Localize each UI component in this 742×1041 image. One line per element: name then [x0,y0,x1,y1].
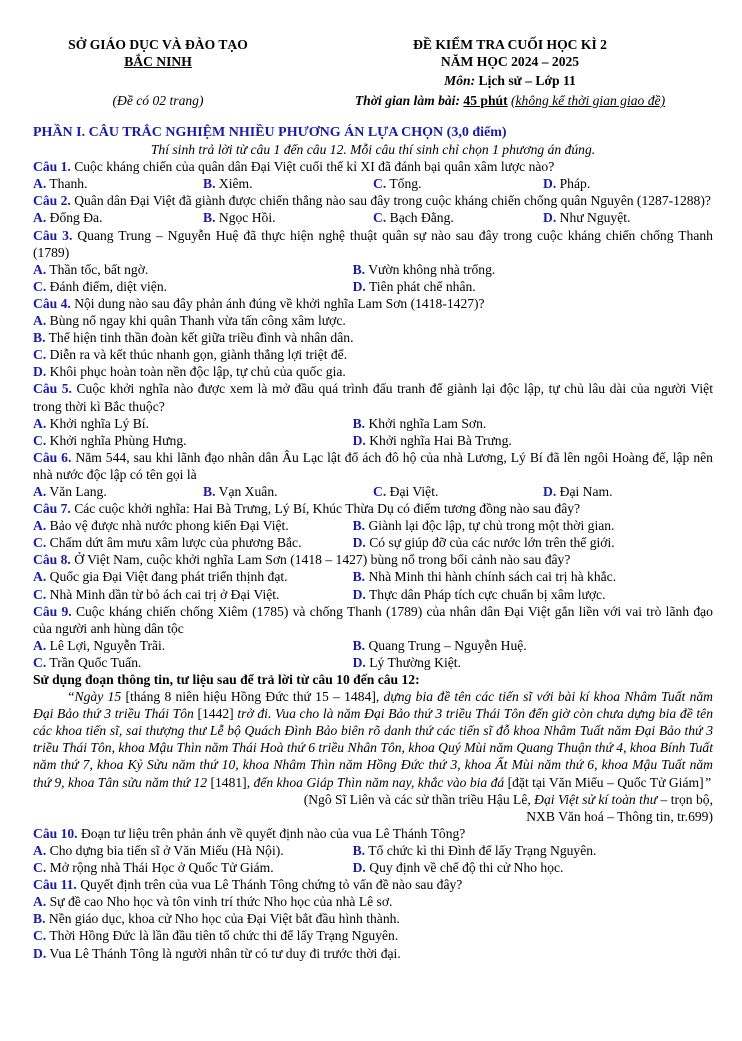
question-number: Câu 11. [33,877,77,893]
question-text: Quyết định trên của vua Lê Thánh Tông chứng tỏ vấn đề nào sau đây? [80,877,463,893]
option-b: B. Quang Trung – Nguyễn Huệ. [352,637,527,653]
option-b: B. Khởi nghĩa Lam Sơn. [352,415,487,431]
question-text: Quang Trung – Nguyễn Huệ đã thực hiện nghệ thuật quân sự nào sau đây trong cuộc kháng chiến chống Thanh (1789) [33,227,713,260]
passage-publisher: NXB Văn hoá – Thông tin, tr.699) [526,808,713,824]
question-number: Câu 3. [33,227,73,243]
option-b: B. Giành lại độc lập, tự chủ trong một thời gian. [352,518,615,534]
section-instruction: Thí sinh trả lời từ câu 1 đến câu 12. Mỗi câu thí sinh chỉ chọn 1 phương án đúng. [150,142,596,158]
question-number: Câu 6. [33,449,72,465]
question-4 [33,295,713,380]
option-d: D. Thực dân Pháp tích cực chuẩn bị xâm lược. [352,586,606,602]
question-text: Ở Việt Nam, cuộc khởi nghĩa Lam Sơn (1418 – 1427) bùng nổ trong bối cảnh nào sau đây? [74,552,571,568]
passage-intro: Sử dụng đoạn thông tin, tư liệu sau để trả lời từ câu 10 đến câu 12: [33,672,420,687]
time-value: 45 phút [463,93,508,108]
subject-label: Môn: [444,73,476,88]
option-b: B. Xiêm. [203,176,253,192]
question-number: Câu 9. [33,603,72,619]
option-a: A. Bùng nổ ngay khi quân Thanh vừa tấn công xâm lược. [33,313,346,329]
option-c: C. Đại Việt. [373,483,439,499]
option-a: A. Thanh. [33,176,88,192]
question-text: Đoạn tư liệu trên phản ánh về quyết định nào của vua Lê Thánh Tông? [80,825,466,841]
option-a: A. Sự đề cao Nho học và tôn vinh trí thức Nho học của nhà Lê sơ. [33,894,393,910]
question-text: Năm 544, sau khi lãnh đạo nhân dân Âu Lạc lật đổ ách đô hộ của nhà Lương, Lý Bí đã lên ngôi Hoàng đế, lập nên nhà nước độc lập có tên gọi là [33,449,713,482]
option-a: A. Bảo vệ được nhà nước phong kiến Đại Việt. [33,518,289,534]
option-a: A. Thần tốc, bất ngờ. [33,261,149,277]
time-line [320,92,700,109]
question-text: Nội dung nào sau đây phản ánh đúng về khởi nghĩa Lam Sơn (1418-1427)? [74,295,485,311]
passage-source: (Ngô Sĩ Liên và các sử thần triều Hậu Lê, Đại Việt sử kí toàn thư – trọn bộ, [303,791,713,807]
option-d: D. Có sự giúp đỡ của các nước lớn trên thế giới. [352,535,615,551]
subject-value: Lịch sử – Lớp 11 [478,73,576,88]
option-c: C. Mở rộng nhà Thái Học ở Quốc Tử Giám. [33,860,274,876]
exam-title: ĐỀ KIỂM TRA CUỐI HỌC KÌ 2 [413,37,607,52]
option-a: A. Đống Đa. [33,210,103,226]
province-name: BẮC NINH [124,54,192,69]
question-text: Cuộc kháng chiến của quân dân Đại Việt cuối thế kỉ XI đã đánh bại quân xâm lược nào? [74,159,555,175]
option-d: D. Như Nguyệt. [543,210,631,226]
option-c: C. Chấm dứt âm mưu xâm lược của phương Bắc. [33,535,302,551]
option-d: D. Đại Nam. [543,483,613,499]
option-b: B. Nhà Minh thi hành chính sách cai trị hà khắc. [352,569,617,585]
question-9 [33,603,713,671]
source-passage [33,671,713,825]
question-text: Cuộc kháng chiến chống Xiêm (1785) và chống Thanh (1789) của nhân dân Đại Việt gắn liền với vai trò lãnh đạo của người anh hùng dân tộc [33,603,713,636]
question-1 [33,158,713,192]
option-b: B. Thể hiện tinh thần đoàn kết giữa triều đình và nhân dân. [33,330,354,346]
option-d: D. Pháp. [543,176,591,192]
section-title: PHẦN I. CÂU TRẮC NGHIỆM NHIỀU PHƯƠNG ÁN LỰA CHỌN (3,0 điểm) [33,125,507,140]
option-d: D. Khôi phục hoàn toàn nền độc lập, tự chủ của quốc gia. [33,364,346,380]
question-7 [33,500,713,551]
option-b: B. Vạn Xuân. [203,483,278,499]
passage-quote: “Ngày 15 [tháng 8 niên hiệu Hồng Đức thứ 15 – 1484], dựng bia đề tên các tiến sĩ với bài kí khoa Nhâm Tuất năm Đại Bảo thứ 3 triều Thái Tôn [1442] trở đi. Vua cho là năm Đại Bảo thứ 3 triều Thái Tôn đến giờ còn chưa dựng bia đề tên các khoa tiến sĩ, sai thượng thư Lễ bộ Quách Đình Bảo biên rõ danh thứ các tiến sĩ đỗ khoa Nhâm Tuất năm Đại Bảo thứ 3 triều Thái Tôn, khoa Mậu Thìn năm Thái Hoà thứ 6 triều Nhân Tôn, khoa Quý Mùi năm Quang Thuận thứ 4, khoa Bính Tuất năm thứ 7, khoa Kỷ Sửu năm thứ 10, khoa Nhâm Thìn năm Hồng Đức thứ 3, khoa Ất Mùi năm thứ 6, khoa Mậu Tuất năm thứ 9, khoa Tân sửu năm thứ 12 [1481], đến khoa Giáp Thìn năm nay, khắc vào bia đá [đặt tại Văn Miếu – Quốc Tử Giám]” [33,689,713,790]
exam-content [33,124,713,962]
option-a: A. Cho dựng bia tiến sĩ ở Văn Miếu (Hà Nội). [33,842,284,858]
option-a: A. Quốc gia Đại Việt đang phát triển thịnh đạt. [33,569,288,585]
option-c: C. Nhà Minh dần từ bỏ ách cai trị ở Đại Việt. [33,586,280,602]
option-b: B. Ngọc Hồi. [203,210,276,226]
subject-line [320,72,700,89]
option-a: A. Lê Lợi, Nguyễn Trãi. [33,637,166,653]
option-b: B. Tổ chức kì thi Đình để lấy Trạng Nguyên. [352,842,597,858]
option-c: C. Trần Quốc Tuấn. [33,654,142,670]
option-a: A. Khởi nghĩa Lý Bí. [33,415,149,431]
question-text: Các cuộc khởi nghĩa: Hai Bà Trưng, Lý Bí, Khúc Thừa Dụ có điểm tương đồng nào sau đây? [74,501,581,517]
option-b: B. Nền giáo dục, khoa cử Nho học của Đại Việt bắt đầu hình thành. [33,911,400,927]
option-d: D. Tiên phát chế nhân. [352,278,476,294]
question-11 [33,876,713,961]
question-6 [33,449,713,500]
option-c: C. Tống. [373,176,422,192]
question-number: Câu 2. [33,193,71,209]
question-text: Cuộc khởi nghĩa nào được xem là mở đầu quá trình đấu tranh để giành lại độc lập, tự chủ lâu dài của người Việt trong thời kì Bắc thuộc? [33,381,713,414]
option-c: C. Bạch Đằng. [373,210,454,226]
question-8 [33,551,713,602]
question-number: Câu 5. [33,381,72,397]
option-c: C. Diễn ra và kết thúc nhanh gọn, giành thắng lợi triệt để. [33,347,348,363]
question-number: Câu 8. [33,552,71,568]
option-c: C. Đánh điểm, diệt viện. [33,278,168,294]
option-d: D. Vua Lê Thánh Tông là người nhân từ có tư duy đi trước thời đại. [33,945,401,961]
question-5 [33,380,713,448]
question-number: Câu 10. [33,825,78,841]
option-c: C. Khởi nghĩa Phùng Hưng. [33,432,187,448]
question-text: Quân dân Đại Việt đã giành được chiến thắng nào sau đây trong cuộc kháng chiến chống quân Nguyên (1287-1288)? [74,193,711,209]
option-d: D. Khởi nghĩa Hai Bà Trưng. [352,432,512,448]
pages-note: (Đề có 02 trang) [112,93,204,108]
option-b: B. Vườn không nhà trống. [352,261,496,277]
option-c: C. Thời Hồng Đức là lần đầu tiên tổ chức thi để lấy Trạng Nguyên. [33,928,399,944]
question-number: Câu 4. [33,295,71,311]
question-number: Câu 1. [33,159,71,175]
time-label: Thời gian làm bài: [354,93,460,108]
option-a: A. Văn Lang. [33,483,107,499]
question-3 [33,227,713,295]
school-year: NĂM HỌC 2024 – 2025 [440,54,580,69]
option-d: D. Lý Thường Kiệt. [352,654,461,670]
question-number: Câu 7. [33,501,71,517]
question-2 [33,192,713,226]
department-name: SỞ GIÁO DỤC VÀ ĐÀO TẠO [68,37,248,52]
question-10 [33,825,713,876]
time-note: (không kể thời gian giao đề) [511,93,666,108]
option-d: D. Quy định về chế độ thi cử Nho học. [352,860,564,876]
